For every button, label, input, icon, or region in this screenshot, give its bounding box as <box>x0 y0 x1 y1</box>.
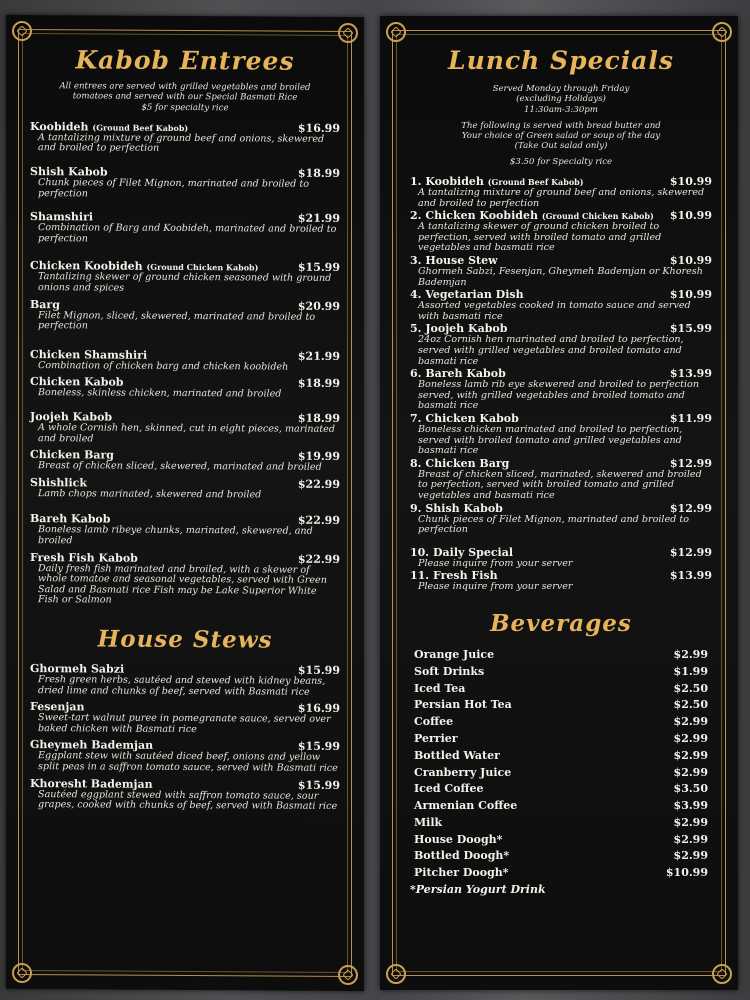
beverage-price: $2.50 <box>673 681 708 695</box>
lunch-item <box>410 412 712 457</box>
item-description: Boneless lamb ribeye chunks, marinated, skewered, and broiled <box>38 524 313 547</box>
beverage-row <box>414 681 708 698</box>
menu-item <box>30 165 340 201</box>
lunch-item <box>410 569 712 593</box>
ornament-corner-icon <box>384 20 408 44</box>
item-name: Fesenjan <box>30 700 85 714</box>
menu-item <box>30 476 340 501</box>
beverage-name: Perrier <box>414 731 458 745</box>
item-description: Sweet-tart walnut puree in pomegranate sauce, served over baked chicken with Basmati rice <box>38 712 331 735</box>
item-description: Chunk pieces of Filet Mignon, marinated and broiled to perfection <box>38 177 309 200</box>
item-name <box>30 298 60 311</box>
beverage-price: $2.99 <box>673 748 708 762</box>
item-name-text: Chicken Barg <box>425 456 510 470</box>
menu-item <box>30 210 340 246</box>
beverages-title: Beverages <box>490 609 632 637</box>
item-price: $18.99 <box>297 166 340 181</box>
menu-item <box>30 410 340 446</box>
item-number: 6. <box>410 367 422 381</box>
item-name: Ghormeh Sabzi <box>30 662 125 676</box>
stew-list <box>30 662 340 813</box>
item-name-text: Fresh Fish Kabob <box>30 550 138 565</box>
item-name-text: Chicken Koobideh <box>30 259 143 274</box>
beverage-row <box>414 714 708 731</box>
item-price: $10.99 <box>669 175 712 189</box>
item-name-text: Chicken Koobideh <box>425 209 538 223</box>
beverage-price: $2.99 <box>673 731 708 745</box>
item-name-text: Koobideh <box>425 175 484 189</box>
item-price: $10.99 <box>669 254 712 268</box>
left-content <box>30 45 340 975</box>
beverage-price: $2.99 <box>673 815 708 829</box>
ornament-corner-icon <box>10 19 34 43</box>
lunch-item <box>410 367 712 412</box>
beverage-price: $1.99 <box>673 664 708 678</box>
kabob-entrees-title: Kabob Entrees <box>75 45 295 76</box>
item-name-text: Shish Kabob <box>30 165 108 179</box>
item-price: $19.99 <box>297 449 340 464</box>
ornament-corner-icon <box>710 962 734 986</box>
beverage-name: Iced Tea <box>414 681 466 695</box>
beverage-price: $2.99 <box>673 765 708 779</box>
item-price: $10.99 <box>669 288 712 302</box>
item-name: Gheymeh Bademjan <box>30 738 154 753</box>
lunch-item <box>410 322 712 367</box>
item-price: $15.99 <box>297 261 340 275</box>
beverage-price: $3.99 <box>673 799 708 813</box>
menu-item <box>30 375 340 400</box>
beverage-price: $2.99 <box>673 715 708 729</box>
item-description: Chunk pieces of Filet Mignon, marinated and broiled to perfection <box>418 513 689 536</box>
item-description: Fresh green herbs, sautéed and stewed with kidney beans, dried lime and chunks of beef, served with Basmati rice <box>38 674 326 698</box>
menu-item <box>30 348 340 373</box>
menu-item <box>30 448 340 473</box>
item-number: 3. <box>410 254 422 268</box>
item-description: Daily fresh fish marinated and broiled, with a skewer of whole tomatoe and seasonal vegetables, served with Green Salad and Basmati rice Fish may be Lake Superior White Fish or Salmon <box>38 562 327 606</box>
item-name-text: Chicken Barg <box>30 448 114 462</box>
item-price: $15.99 <box>297 778 340 792</box>
item-row <box>410 546 712 559</box>
item-name-text: Bareh Kabob <box>425 367 506 381</box>
item-number: 2. <box>410 209 422 223</box>
item-description: Breast of chicken sliced, marinated, skewered and broiled to perfection, served with broiled tomato and grilled vegetables and basmati rice <box>418 468 702 501</box>
beverage-price: $2.99 <box>673 647 708 661</box>
beverage-name: Cranberry Juice <box>414 765 512 779</box>
item-description: Breast of chicken sliced, skewered, marinated and broiled <box>38 460 322 474</box>
item-description: Combination of Barg and Koobideh, marinated and broiled to perfection <box>38 222 337 245</box>
item-description: Eggplant stew with sautéed diced beef, onions and yellow split peas in a saffron tomato sauce, served with Basmati rice <box>38 750 338 774</box>
beverage-name: House Doogh* <box>414 832 503 846</box>
item-number: 4. <box>410 288 422 302</box>
beverage-footnote: *Persian Yogurt Drink <box>410 883 546 897</box>
item-price: $18.99 <box>297 411 340 425</box>
beverage-row <box>414 798 708 815</box>
beverage-name: Pitcher Doogh* <box>414 866 509 880</box>
item-price: $11.99 <box>669 411 712 425</box>
item-price: $16.99 <box>297 701 340 716</box>
item-name-text: Barg <box>30 297 60 311</box>
menu-item <box>30 700 340 736</box>
beverage-name: Coffee <box>414 715 454 729</box>
item-price: $21.99 <box>297 211 340 226</box>
item-description: Boneless chicken marinated and broiled to perfection, served with broiled tomato and grilled vegetables and basmati rice <box>418 423 683 457</box>
kabob-list <box>30 120 340 608</box>
item-price: $22.99 <box>297 477 340 491</box>
item-number: 11. <box>410 569 430 583</box>
item-number: 8. <box>410 456 422 470</box>
item-price: $13.99 <box>669 569 712 583</box>
item-name-text: Shamshiri <box>30 210 94 224</box>
beverage-price: $2.99 <box>673 832 708 846</box>
item-price: $12.99 <box>669 456 712 470</box>
lunch-served-note: The following is served with bread butter and Your choice of Green salad or soup of the day (Take Out salad only) <box>461 120 661 152</box>
lunch-item <box>410 254 712 288</box>
item-description: 24oz Cornish hen marinated and broiled to perfection, served with grilled vegetables and broiled tomato and basmati rice <box>418 334 684 367</box>
item-price: $20.99 <box>297 299 340 313</box>
menu-item <box>30 120 340 156</box>
item-price: $22.99 <box>297 552 340 566</box>
item-name-text: Daily Special <box>432 545 514 559</box>
lunch-specials-title: Lunch Specials <box>448 46 674 75</box>
beverage-row <box>414 647 708 664</box>
beverage-row <box>414 731 708 748</box>
item-description: Filet Mignon, sliced, skewered, marinated and broiled to perfection <box>38 309 316 332</box>
item-price: $15.99 <box>297 740 340 754</box>
item-price: $12.99 <box>669 545 712 559</box>
item-row <box>410 457 712 470</box>
beverage-row <box>414 832 708 849</box>
item-description: Tantalizing skewer of ground chicken seasoned with ground onions and spices <box>38 271 332 294</box>
item-description: Boneless, skinless chicken, marinated and broiled <box>38 387 282 401</box>
item-name: Khoresht Bademjan <box>30 776 153 791</box>
item-name <box>410 546 513 559</box>
beverage-name: Orange Juice <box>414 647 495 661</box>
item-price: $15.99 <box>669 322 712 336</box>
beverage-row <box>414 781 708 798</box>
item-description: Ghormeh Sabzi, Fesenjan, Gheymeh Bademjan or Khoresh Bademjan <box>418 266 703 288</box>
lunch-list <box>410 175 712 593</box>
item-name-text: Fresh Fish <box>432 569 498 583</box>
item-name-text: Chicken Kabob <box>30 375 124 390</box>
specialty-rice-note: $3.50 for Specialty rice <box>509 156 613 167</box>
beverage-row <box>414 664 708 681</box>
item-description: Please inquire from your server <box>418 581 573 593</box>
beverage-name: Milk <box>414 815 443 829</box>
item-name-text: House Stew <box>425 254 498 268</box>
item-price: $12.99 <box>669 501 712 515</box>
item-description: A tantalizing mixture of ground beef and onions, skewered and broiled to perfection <box>38 131 325 155</box>
item-price: $15.99 <box>297 663 340 677</box>
item-price: $18.99 <box>297 377 340 391</box>
beverage-row <box>414 865 708 882</box>
item-price: $16.99 <box>297 121 340 135</box>
menu-page-left <box>6 15 364 991</box>
menu-item <box>30 662 340 698</box>
menu-item <box>30 260 340 296</box>
item-name-text: Bareh Kabob <box>30 512 111 526</box>
ornament-corner-icon <box>710 20 734 44</box>
lunch-item <box>410 457 712 502</box>
item-name-text: Joojeh Kabob <box>425 322 508 336</box>
item-price: $10.99 <box>669 209 712 223</box>
beverage-name: Bottled Water <box>414 748 500 762</box>
item-number: 9. <box>410 501 422 515</box>
beverage-price: $3.50 <box>673 782 708 796</box>
item-subtitle: (Ground Beef Kabob) <box>487 177 584 188</box>
item-subtitle: (Ground Chicken Kabob) <box>541 211 654 222</box>
item-number: 5. <box>410 322 422 336</box>
menu-item <box>30 738 340 774</box>
item-price: $13.99 <box>669 367 712 381</box>
menu-item <box>30 512 340 548</box>
beverage-price: $2.99 <box>673 849 708 863</box>
item-description: Combination of chicken barg and chicken koobideh <box>38 359 289 373</box>
menu-item <box>30 551 340 608</box>
item-name-text: Chicken Kabob <box>425 411 519 425</box>
beverage-row <box>414 748 708 765</box>
item-name <box>410 502 503 515</box>
item-description: Lamb chops marinated, skewered and broiled <box>38 487 262 501</box>
item-description: A tantalizing mixture of ground beef and onions, skewered and broiled to perfection <box>418 187 705 209</box>
lunch-item <box>410 209 712 254</box>
menu-page-right <box>380 16 738 990</box>
item-name-text: Shish Kabob <box>425 501 503 515</box>
beverage-name: Soft Drinks <box>414 664 485 678</box>
item-description: Assorted vegetables cooked in tomato sauce and served with basmati rice <box>418 300 691 322</box>
lunch-item <box>410 502 712 536</box>
item-name <box>410 457 509 470</box>
item-row <box>410 502 712 515</box>
beverage-price: $10.99 <box>665 866 708 880</box>
item-description: A tantalizing skewer of ground chicken broiled to perfection, served with broiled tomato and grilled vegetables and basmati rice <box>418 221 662 254</box>
item-name-text: Chicken Shamshiri <box>30 347 148 362</box>
item-name-text: Joojeh Kabob <box>30 410 113 424</box>
item-number: 7. <box>410 411 422 425</box>
item-description: Sautéed eggplant stewed with saffron tomato sauce, sour grapes, cooked with chunks of beef, served with Basmati rice <box>38 788 338 813</box>
beverage-list <box>410 647 712 882</box>
beverage-row <box>414 765 708 782</box>
item-description: Please inquire from your server <box>418 557 573 569</box>
beverage-name: Persian Hot Tea <box>414 698 512 712</box>
ornament-corner-icon <box>384 962 408 986</box>
lunch-item <box>410 175 712 209</box>
beverage-name: Armenian Coffee <box>414 799 518 813</box>
ornament-corner-icon <box>336 21 360 45</box>
lunch-item <box>410 288 712 322</box>
beverage-row <box>414 697 708 714</box>
beverage-name: Bottled Doogh* <box>414 849 510 863</box>
menu-item <box>30 298 340 334</box>
item-name-text: Shishlick <box>30 475 87 490</box>
right-content <box>410 46 712 974</box>
house-stews-title: House Stews <box>97 625 273 654</box>
item-price: $22.99 <box>297 514 340 528</box>
beverage-row <box>414 848 708 865</box>
lunch-hours-note: Served Monday through Friday (excluding Holidays) 11:30am-3:30pm <box>492 84 630 115</box>
menu-item <box>30 777 340 813</box>
beverage-name: Iced Coffee <box>414 782 484 796</box>
item-name-text: Koobideh <box>30 119 89 134</box>
item-description: Boneless lamb rib eye skewered and broiled to perfection served, with grilled vegetables and broiled tomato and basmati rice <box>418 379 699 412</box>
item-subtitle: (Ground Chicken Kabob) <box>146 262 259 273</box>
item-description: A whole Cornish hen, skinned, cut in eight pieces, marinated and broiled <box>38 422 335 445</box>
item-number: 10. <box>410 545 430 559</box>
lunch-item <box>410 546 712 570</box>
item-name-text: Vegetarian Dish <box>425 288 524 302</box>
item-price: $21.99 <box>297 349 340 363</box>
beverage-price: $2.50 <box>673 698 708 712</box>
kabob-note: All entrees are served with grilled vegetables and broiled tomatoes and served with our Special Basmati Rice $5 for specialty rice <box>59 81 311 113</box>
item-number: 1. <box>410 175 422 189</box>
beverage-row <box>414 815 708 832</box>
item-subtitle: (Ground Beef Kabob) <box>92 122 189 133</box>
